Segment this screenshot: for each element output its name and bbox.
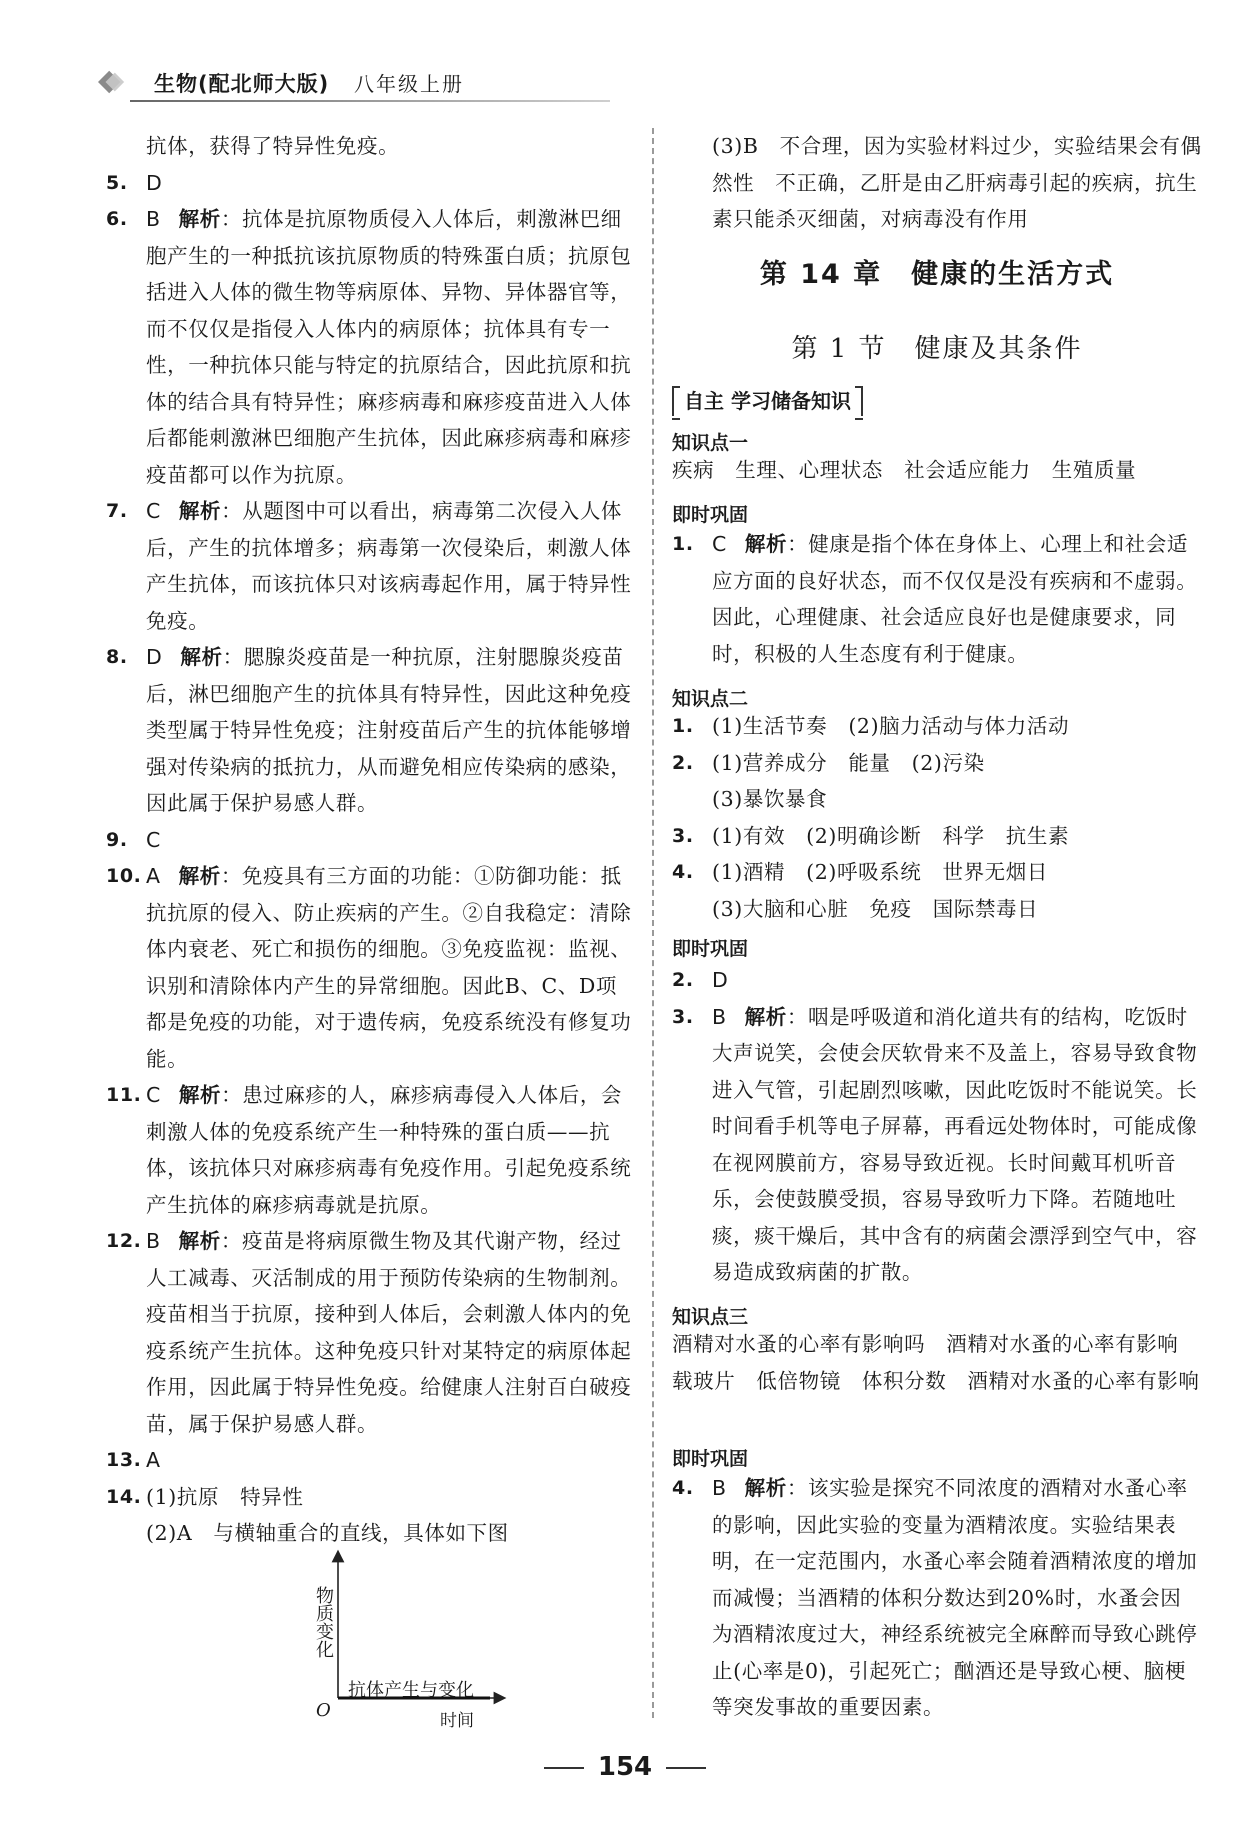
- kp2-item-4-cont: (3)大脑和心脏 免疫 国际禁毒日: [712, 896, 1039, 921]
- q3-text: (3)B 不合理，因为实验材料过少，实验结果会有偶然性 不正确，乙肝是由乙肝病毒引起的疾病，抗生素只能杀灭细菌，对病毒没有作用: [712, 134, 1202, 231]
- analysis-text: ：抗体是抗原物质侵入人体后，刺激淋巴细胞产生的一种抵抗该抗原物质的特殊蛋白质；抗原包括进入人体的微生物等病原体、异物、异体器官等，而不仅仅是指侵入人体内的病原体；抗体具有专一性，一种抗体只能与特定的抗原结合，因此抗原和抗体的结合具有特异性；麻疹病毒和麻疹疫苗进入人体后都能刺激淋巴细胞产生抗体，因此麻疹病毒和麻疹疫苗都可以作为抗原。: [146, 207, 632, 487]
- page-number: [0, 1752, 1250, 1782]
- item-number: 1.: [672, 533, 694, 555]
- item-number: 2.: [672, 969, 694, 991]
- q14-part2: (2)A 与横轴重合的直线，具体如下图: [146, 1521, 509, 1545]
- analysis-label: 解析: [178, 1083, 222, 1107]
- kp2-item-2: [672, 745, 1202, 782]
- item-answer: B: [712, 1476, 727, 1500]
- kp2-item-text: (1)营养成分 能量 (2)污染: [712, 750, 985, 775]
- answer-item-12: [96, 1223, 636, 1442]
- kp2-list: [672, 708, 1202, 927]
- section-title: 第 1 节 健康及其条件: [791, 334, 1083, 364]
- page-dash-left: [544, 1767, 584, 1769]
- drill2-title: 即时巩固: [672, 938, 749, 960]
- chart-xlabel: 时间: [440, 1711, 474, 1731]
- item-answer: D: [146, 645, 163, 669]
- item-number: 9.: [106, 828, 128, 851]
- kp2-item-2-cont: (3)暴饮暴食: [712, 787, 828, 811]
- kp2-item-text: (1)生活节奏 (2)脑力活动与体力活动: [712, 714, 1070, 738]
- header-grade: 八年级上册: [354, 72, 464, 96]
- header-subject: 生物(配北师大版): [154, 72, 330, 96]
- kp2-item-text: (1)有效 (2)明确诊断 科学 抗生素: [712, 823, 1070, 848]
- item-answer: C: [146, 499, 161, 523]
- kp2-item-text: (1)酒精 (2)呼吸系统 世界无烟日: [712, 860, 1048, 884]
- item-number: 8.: [106, 646, 128, 668]
- item-answer: D: [712, 968, 729, 992]
- item-number: 7.: [106, 500, 128, 522]
- answer-item-10: [96, 858, 636, 1077]
- kp2-item-3: [672, 818, 1202, 855]
- drill1-title: 即时巩固: [672, 504, 749, 526]
- analysis-text: ：该实验是探究不同浓度的酒精对水蚤心率的影响，因此实验的变量为酒精浓度。实验结果表明，在一定范围内，水蚤心率会随着酒精浓度的增加而减慢；当酒精的体积分数达到20%时，水蚤会因为酒精浓度过大，神经系统被完全麻醉而导致心跳停止(心率是0)，引起死亡；酗酒还是导致心梗、脑梗等突发事故的重要因素。: [712, 1476, 1198, 1719]
- analysis-text: ：健康是指个体在身体上、心理上和社会适应方面的良好状态，而不仅仅是没有疾病和不虚弱。因此，心理健康、社会适应良好也是健康要求，同时，积极的人生态度有利于健康。: [712, 532, 1198, 666]
- answer-item-14: [96, 1479, 636, 1516]
- item-number: 10.: [106, 865, 142, 887]
- answer-item-11: [96, 1077, 636, 1223]
- right-q2-q3: [672, 962, 1202, 1291]
- answer-item-6: [96, 201, 636, 493]
- item-number: 6.: [106, 208, 128, 230]
- item-number: 13.: [106, 1449, 142, 1471]
- analysis-label: 解析: [744, 532, 788, 556]
- item-number: 4.: [672, 1477, 694, 1499]
- item-number: 3.: [672, 824, 694, 847]
- analysis-label: 解析: [178, 864, 221, 888]
- item-answer: C: [712, 532, 727, 556]
- drill3-title: 即时巩固: [672, 1448, 749, 1470]
- analysis-text: ：患过麻疹的人，麻疹病毒侵入人体后，会刺激人体的免疫系统产生一种特殊的蛋白质——抗体，该抗体只对麻疹病毒有免疫作用。引起免疫系统产生抗体的麻疹病毒就是抗原。: [146, 1083, 632, 1217]
- analysis-text: ：咽是呼吸道和消化道共有的结构，吃饭时大声说笑，会使会厌软骨来不及盖上，容易导致食物进入气管，引起剧烈咳嗽，因此吃饭时不能说笑。长时间看手机等电子屏幕，再看远处物体时，可能成像在视网膜前方，容易导致近视。长时间戴耳机听音乐，会使鼓膜受损，容易导致听力下降。若随地吐痰，痰干燥后，其中含有的病菌会漂浮到空气中，容易造成致病菌的扩散。: [712, 1004, 1198, 1284]
- right-item-3: [672, 999, 1202, 1291]
- item-number: 3.: [672, 1005, 694, 1028]
- right-item-2: [672, 962, 1202, 999]
- kp2-title: 知识点二: [672, 688, 749, 710]
- continuation-line: 抗体，获得了特异性免疫。: [146, 134, 400, 158]
- right-item-4: [672, 1470, 1202, 1726]
- chart-origin: O: [316, 1700, 331, 1721]
- kp2-item-1: [672, 708, 1202, 745]
- answer-item-5: [96, 165, 636, 202]
- item-number: 2.: [672, 751, 694, 774]
- kp2-item-4: [672, 854, 1202, 891]
- analysis-label: 解析: [178, 207, 221, 231]
- right-q1: [672, 526, 1202, 672]
- header-rule: [130, 100, 610, 102]
- antibody-chart: [310, 1548, 510, 1731]
- left-column: [96, 128, 636, 1552]
- analysis-label: 解析: [178, 499, 222, 523]
- diamond-logo-icon: [96, 68, 128, 96]
- answer-item-7: [96, 493, 636, 639]
- column-divider: [652, 128, 654, 1718]
- kp1-text: 疾病 生理、心理状态 社会适应能力 生殖质量: [672, 458, 1137, 482]
- series-label: 抗体产生与变化: [348, 1680, 474, 1701]
- item-answer: B: [146, 1229, 161, 1253]
- answer-item-8: [96, 639, 636, 822]
- kp3-text: 酒精对水蚤的心率有影响吗 酒精对水蚤的心率有影响 载玻片 低倍物镜 体积分数 酒精对水蚤的心率有影响: [672, 1332, 1200, 1393]
- kp1-title: 知识点一: [672, 432, 749, 454]
- item-number: 5.: [106, 171, 128, 194]
- analysis-text: ：从题图中可以看出，病毒第二次侵入人体后，产生的抗体增多；病毒第一次侵染后，刺激人体产生抗体，而该抗体只对该病毒起作用，属于特异性免疫。: [146, 499, 632, 633]
- analysis-text: ：疫苗是将病原微生物及其代谢产物，经过人工减毒、灭活制成的用于预防传染病的生物制剂。疫苗相当于抗原，接种到人体后，会刺激人体内的免疫系统产生抗体。这种免疫只针对某特定的病原体起作用，因此属于特异性免疫。给健康人注射百白破疫苗，属于保护易感人群。: [146, 1229, 632, 1436]
- analysis-label: 解析: [744, 1004, 787, 1029]
- chart-ylabel: 物质变化: [313, 1586, 334, 1658]
- item-number: 11.: [106, 1084, 142, 1106]
- page-dash-right: [666, 1767, 706, 1769]
- page-number-text: 154: [597, 1752, 653, 1782]
- item-answer: B: [712, 1004, 727, 1029]
- item-answer: C: [146, 827, 161, 852]
- item-number: 14.: [106, 1485, 142, 1508]
- item-answer: B: [146, 207, 161, 231]
- item-answer: D: [146, 170, 163, 195]
- item-answer: A: [146, 864, 161, 888]
- page-header: [96, 62, 516, 102]
- bracket-text: 学习储备知识: [730, 389, 851, 413]
- analysis-text: ：腮腺炎疫苗是一种抗原，注射腮腺炎疫苗后，淋巴细胞产生的抗体具有特异性，因此这种免疫类型属于特异性免疫；注射疫苗后产生的抗体能够增强对传染病的抵抗力，从而避免相应传染病的感染，因此属于保护易感人群。: [146, 645, 632, 815]
- item-number: 4.: [672, 861, 694, 883]
- item-number: 12.: [106, 1230, 142, 1252]
- right-q4: [672, 1470, 1202, 1726]
- right-item-1: [672, 526, 1202, 672]
- analysis-text: ：免疫具有三方面的功能：①防御功能：抵抗抗原的侵入、防止疾病的产生。②自我稳定：清除体内衰老、死亡和损伤的细胞。③免疫监视：监视、识别和清除体内产生的异常细胞。因此B、C、D项都是免疫的功能，对于遗传病，免疫系统没有修复功能。: [146, 864, 632, 1071]
- analysis-label: 解析: [180, 645, 223, 669]
- kp3-title: 知识点三: [672, 1306, 749, 1328]
- answer-item-9: [96, 822, 636, 859]
- q14-part1: (1)抗原 特异性: [146, 1484, 304, 1509]
- item-answer: A: [146, 1448, 161, 1472]
- item-number: 1.: [672, 715, 694, 737]
- item-answer: C: [146, 1083, 161, 1107]
- bracket-prefix: 自主: [684, 389, 724, 413]
- chapter-title: 第 14 章 健康的生活方式: [759, 259, 1115, 290]
- analysis-label: 解析: [744, 1476, 787, 1500]
- answer-item-13: [96, 1442, 636, 1479]
- right-q3-answer: [672, 128, 1202, 238]
- study-bracket-heading: [672, 386, 863, 416]
- analysis-label: 解析: [178, 1229, 221, 1253]
